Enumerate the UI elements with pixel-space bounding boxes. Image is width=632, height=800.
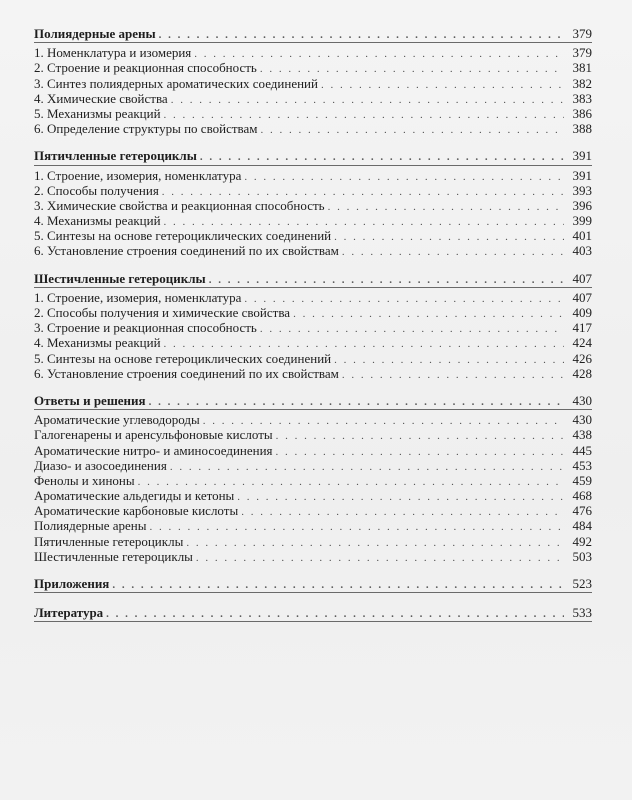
page-number: 424 xyxy=(572,335,592,351)
page-number: 381 xyxy=(572,60,592,76)
page-number: 386 xyxy=(572,105,592,121)
toc-entry-title: 1. Строение, изомерия, номенклатура xyxy=(34,289,242,305)
toc-entry-row xyxy=(34,121,592,136)
toc-entry-row xyxy=(34,549,592,564)
toc-entry-row xyxy=(34,366,592,381)
toc-entry-title: 4. Химические свойства xyxy=(34,90,168,106)
toc-entry-title: Ароматические карбоновые кислоты xyxy=(34,503,239,519)
toc-entry-row xyxy=(34,60,592,75)
toc-entry-row xyxy=(34,106,592,121)
toc-entry-title: 4. Механизмы реакций xyxy=(34,335,161,351)
toc-entry-title: 2. Способы получения xyxy=(34,182,159,198)
toc-entry-row xyxy=(34,243,592,258)
page-number: 391 xyxy=(572,167,592,183)
section-heading-row xyxy=(34,26,592,41)
page-number: 396 xyxy=(572,197,592,213)
page-number: 453 xyxy=(572,457,592,473)
page-number: 503 xyxy=(572,548,592,564)
toc-entry-row xyxy=(34,91,592,106)
toc-entry-title: 1. Строение, изомерия, номенклатура xyxy=(34,167,242,183)
toc-entry-title: 6. Определение структуры по свойствам xyxy=(34,121,258,137)
section-heading-row xyxy=(34,393,592,408)
toc-entry-row xyxy=(34,45,592,60)
dot-leader xyxy=(244,170,564,185)
dot-leader xyxy=(328,200,564,215)
dot-leader xyxy=(159,28,564,43)
section-heading-title: Ответы и решения xyxy=(34,392,146,408)
page-number: 428 xyxy=(572,365,592,381)
toc-entry-title: Галогенарены и аренсульфоновые кислоты xyxy=(34,427,273,443)
toc-entry-row xyxy=(34,320,592,335)
toc-section xyxy=(34,576,592,593)
toc-entry-title: 3. Синтез полиядерных ароматических соединений xyxy=(34,75,318,91)
toc-section xyxy=(34,271,592,381)
dot-leader xyxy=(342,368,564,383)
dot-leader xyxy=(334,353,564,368)
toc-entry-title: 2. Строение и реакционная способность xyxy=(34,60,257,76)
page-number: 383 xyxy=(572,90,592,106)
page-number: 407 xyxy=(572,289,592,305)
page-number: 409 xyxy=(572,305,592,320)
toc-entry-title: Шестичленные гетероциклы xyxy=(34,548,193,564)
page-number: 379 xyxy=(572,26,592,41)
section-heading-title: Пятичленные гетероциклы xyxy=(34,148,197,164)
toc-entry-row xyxy=(34,503,592,518)
dot-leader xyxy=(276,429,564,444)
toc-entry-row xyxy=(34,351,592,366)
toc-entry-row xyxy=(34,335,592,350)
toc-entry-row xyxy=(34,534,592,549)
page-number: 403 xyxy=(572,243,592,259)
dot-leader xyxy=(334,230,564,245)
page-number: 401 xyxy=(572,228,592,244)
toc-entry-row xyxy=(34,427,592,442)
page-number: 426 xyxy=(572,350,592,366)
toc-entry-title: Диазо- и азосоединения xyxy=(34,457,167,473)
dot-leader xyxy=(112,578,564,593)
page-number: 476 xyxy=(572,503,592,519)
page-number: 492 xyxy=(572,533,592,549)
toc-entry-row xyxy=(34,168,592,183)
toc-entry-title: Ароматические альдегиды и кетоны xyxy=(34,488,235,504)
dot-leader xyxy=(321,78,564,93)
section-heading-row xyxy=(34,148,592,163)
section-heading-row xyxy=(34,605,592,620)
page-number: 391 xyxy=(572,148,592,164)
dot-leader xyxy=(170,460,564,475)
page-number: 388 xyxy=(572,121,592,137)
page-number: 430 xyxy=(572,412,592,428)
toc-entry-title: Ароматические нитро- и аминосоединения xyxy=(34,442,273,458)
toc-entry-row xyxy=(34,198,592,213)
dot-leader xyxy=(244,292,564,307)
page-number: 445 xyxy=(572,442,592,458)
toc-entry-title: 3. Химические свойства и реакционная способность xyxy=(34,197,325,213)
page-number: 393 xyxy=(572,182,592,198)
toc-entry-row xyxy=(34,488,592,503)
section-heading-row xyxy=(34,271,592,286)
dot-leader xyxy=(276,445,564,460)
page-number: 382 xyxy=(572,75,592,91)
toc-section xyxy=(34,26,592,136)
table-of-contents xyxy=(34,26,592,634)
section-heading-title: Приложения xyxy=(34,576,110,591)
toc-entry-title: 1. Номенклатура и изомерия xyxy=(34,45,192,61)
toc-entry-title: 5. Синтезы на основе гетероциклических соединений xyxy=(34,350,332,366)
toc-entry-row xyxy=(34,290,592,305)
toc-entry-row xyxy=(34,76,592,91)
toc-entry-title: 4. Механизмы реакций xyxy=(34,213,161,229)
page-number: 533 xyxy=(572,605,592,621)
section-heading-title: Литература xyxy=(34,605,104,621)
toc-entry-title: Ароматические углеводороды xyxy=(34,412,200,428)
page-number: 430 xyxy=(572,392,592,408)
page-number: 407 xyxy=(572,270,592,286)
page-number: 523 xyxy=(572,576,592,591)
section-heading-row xyxy=(34,576,592,591)
dot-leader xyxy=(209,273,564,288)
toc-entry-title: Полиядерные арены xyxy=(34,518,147,534)
toc-entry-row xyxy=(34,228,592,243)
toc-entry-row xyxy=(34,183,592,198)
dot-leader xyxy=(293,307,564,322)
toc-entry-row xyxy=(34,305,592,320)
dot-leader xyxy=(260,322,564,337)
toc-entry-title: 5. Синтезы на основе гетероциклических соединений xyxy=(34,228,332,244)
dot-leader xyxy=(200,150,564,165)
toc-section xyxy=(34,605,592,622)
toc-entry-row xyxy=(34,518,592,533)
toc-entry-title: Фенолы и хиноны xyxy=(34,472,135,488)
toc-entry-title: 6. Установление строения соединений по их свойствам xyxy=(34,365,339,381)
page-number: 399 xyxy=(572,213,592,229)
toc-entry-row xyxy=(34,458,592,473)
page-number: 468 xyxy=(572,488,592,504)
toc-entry-title: 6. Установление строения соединений по их свойствам xyxy=(34,243,339,259)
toc-entry-row xyxy=(34,443,592,458)
dot-leader xyxy=(186,536,564,551)
toc-entry-row xyxy=(34,412,592,427)
dot-leader xyxy=(261,123,565,138)
toc-entry-row xyxy=(34,213,592,228)
page-number: 484 xyxy=(572,518,592,534)
toc-entry-title: 3. Строение и реакционная способность xyxy=(34,320,257,336)
page-number: 438 xyxy=(572,427,592,443)
dot-leader xyxy=(149,395,564,410)
toc-section xyxy=(34,393,592,564)
dot-leader xyxy=(106,607,564,622)
dot-leader xyxy=(241,505,564,520)
toc-entry-title: 5. Механизмы реакций xyxy=(34,105,161,121)
page-number: 459 xyxy=(572,472,592,488)
dot-leader xyxy=(196,551,564,566)
toc-entry-row xyxy=(34,473,592,488)
dot-leader xyxy=(237,490,564,505)
section-heading-title: Полиядерные арены xyxy=(34,26,156,41)
dot-leader xyxy=(149,520,564,535)
toc-entry-title: 2. Способы получения и химические свойства xyxy=(34,305,291,320)
toc-section xyxy=(34,148,592,258)
page-number: 417 xyxy=(572,320,592,336)
section-heading-title: Шестичленные гетероциклы xyxy=(34,270,206,286)
dot-leader xyxy=(342,245,564,260)
dot-leader xyxy=(171,93,564,108)
toc-entry-title: Пятичленные гетероциклы xyxy=(34,533,184,549)
page-number: 379 xyxy=(572,45,592,61)
